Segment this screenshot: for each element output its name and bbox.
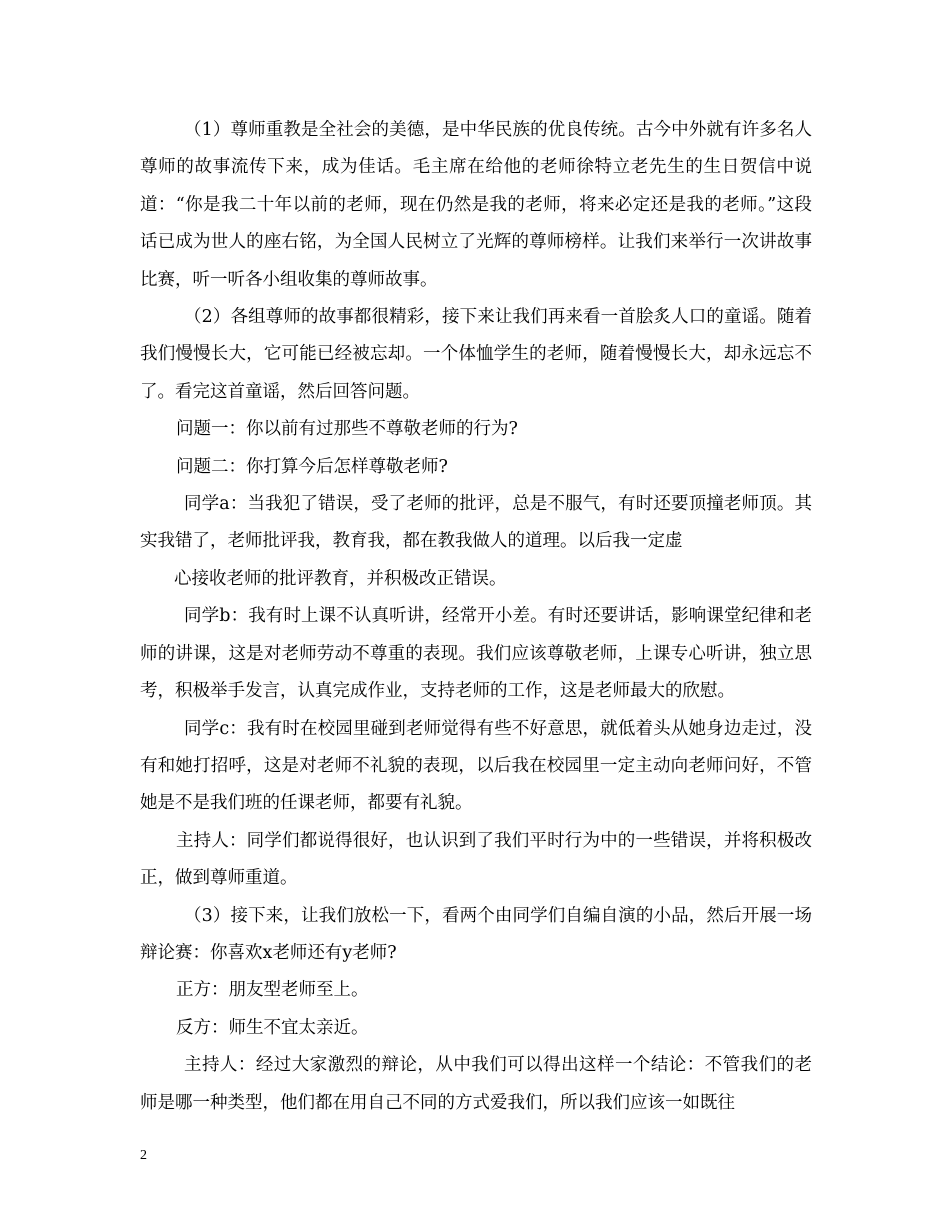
host-remark-1: 主持人：同学们都说得很好，也认识到了我们平时行为中的一些错误，并将积极改正，做到尊师重道。: [140, 830, 812, 889]
student-b-answer: 同学b：我有时上课不认真听讲，经常开小差。有时还要讲话，影响课堂纪律和老师的讲课，这是对老师劳动不尊重的表现。我们应该尊敬老师，上课专心听讲，独立思考，积极举手发言，认真完成作业，支持老师的工作，这是老师最大的欣慰。: [140, 606, 812, 702]
student-a-answer: 同学a：当我犯了错误，受了老师的批评，总是不服气，有时还要顶撞老师顶。其实我错了，老师批评我，教育我，都在教我做人的道理。以后我一定虚: [140, 494, 812, 552]
document-body: [140, 112, 812, 1122]
question-2: 问题二：你打算今后怎样尊敬老师?: [176, 456, 448, 477]
page-number: 2: [140, 1148, 147, 1163]
paragraph-2: （2）各组尊师的故事都很精彩，接下来让我们再来看一首脍炙人口的童谣。随着我们慢慢长大，它可能已经被忘却。一个体恤学生的老师，随着慢慢长大，却永远忘不了。看完这首童谣，然后回答问题。: [140, 307, 812, 402]
host-remark-2: 主持人：经过大家激烈的辩论，从中我们可以得出这样一个结论：不管我们的老师是哪一种类型，他们都在用自己不同的方式爱我们，所以我们应该一如既往: [140, 1055, 812, 1113]
affirmative-side: 正方：朋友型老师至上。: [176, 980, 369, 1001]
student-c-answer: 同学c：我有时在校园里碰到老师觉得有些不好意思，就低着头从她身边走过，没有和她打招呼，这是对老师不礼貌的表现，以后我在校园里一定主动向老师问好，不管她是不是我们班的任课老师，都要有礼貌。: [140, 718, 812, 814]
paragraph-1: （1）尊师重教是全社会的美德，是中华民族的优良传统。古今中外就有许多名人尊师的故事流传下来，成为佳话。毛主席在给他的老师徐特立老先生的生日贺信中说道：“你是我二十年以前的老师，现在仍然是我的老师，将来必定还是我的老师。”这段话已成为世人的座右铭，为全国人民树立了光辉的尊师榜样。让我们来举行一次讲故事比赛，听一听各小组收集的尊师故事。: [140, 120, 812, 290]
negative-side: 反方：师生不宜太亲近。: [176, 1017, 369, 1038]
paragraph-3: （3）接下来，让我们放松一下，看两个由同学们自编自演的小品，然后开展一场辩论赛：你喜欢x老师还有y老师?: [140, 905, 812, 963]
student-a-answer-continued: 心接收老师的批评教育，并积极改正错误。: [174, 568, 507, 589]
question-1: 问题一：你以前有过那些不尊敬老师的行为?: [176, 419, 518, 440]
